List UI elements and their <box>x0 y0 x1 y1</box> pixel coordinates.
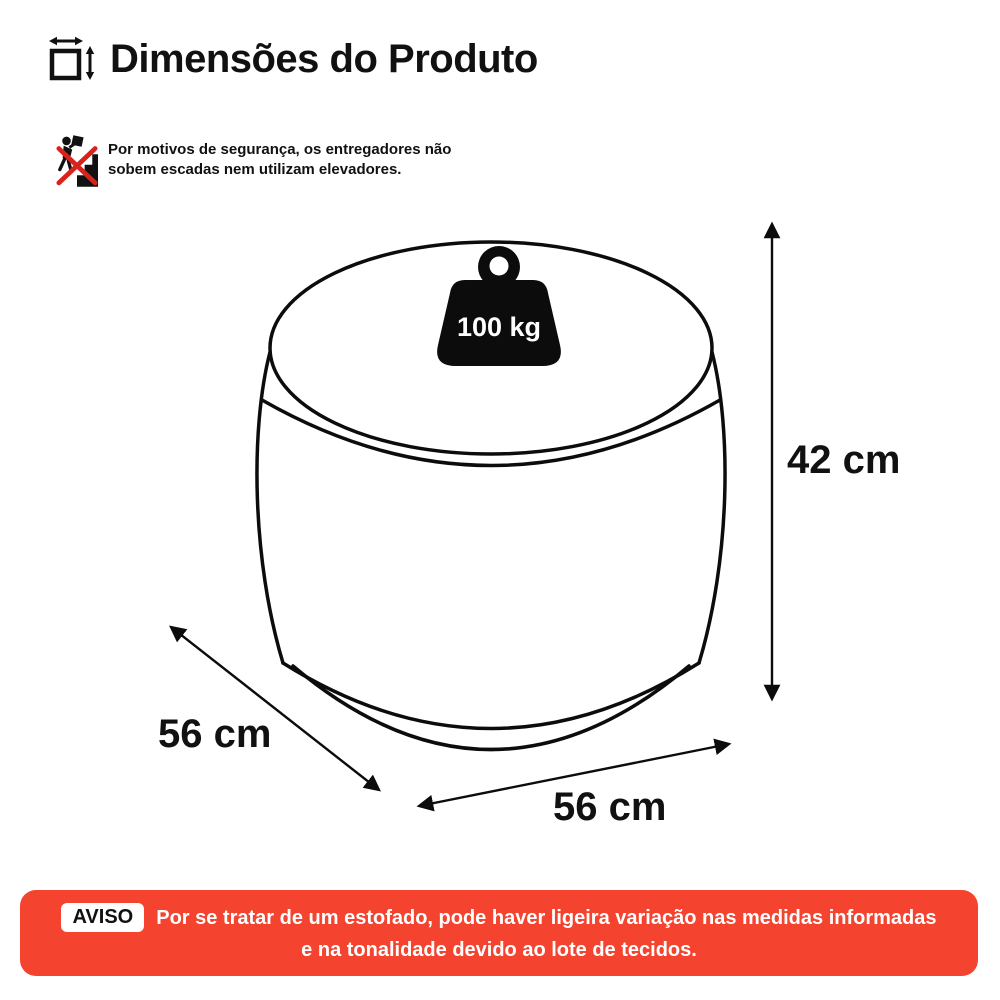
width-label: 56 cm <box>553 785 667 829</box>
pouf-base-rim <box>293 666 689 750</box>
weight-capacity-icon <box>437 246 561 366</box>
notice-line2-text: e na tonalidade devido ao lote de tecidos. <box>301 939 697 961</box>
pouf-bottom-curve <box>283 663 699 729</box>
depth-arrow <box>171 627 379 790</box>
notice-banner <box>20 890 978 976</box>
notice-badge: AVISO <box>61 903 144 932</box>
notice-line1 <box>61 903 936 932</box>
safety-note-line2: sobem escadas nem utilizam elevadores. <box>108 161 402 178</box>
pouf-left-side <box>257 352 283 663</box>
weight-capacity-label: 100 kg <box>456 312 542 342</box>
pouf-right-side <box>699 352 725 663</box>
safety-note-line1: Por motivos de segurança, os entregadores não <box>108 141 452 158</box>
notice-line1-text: Por se tratar de um estofado, pode haver ligeira variação nas medidas informadas <box>156 906 937 929</box>
height-label: 42 cm <box>787 438 901 482</box>
page-title: Dimensões do Produto <box>110 36 538 81</box>
depth-label: 56 cm <box>158 712 272 756</box>
